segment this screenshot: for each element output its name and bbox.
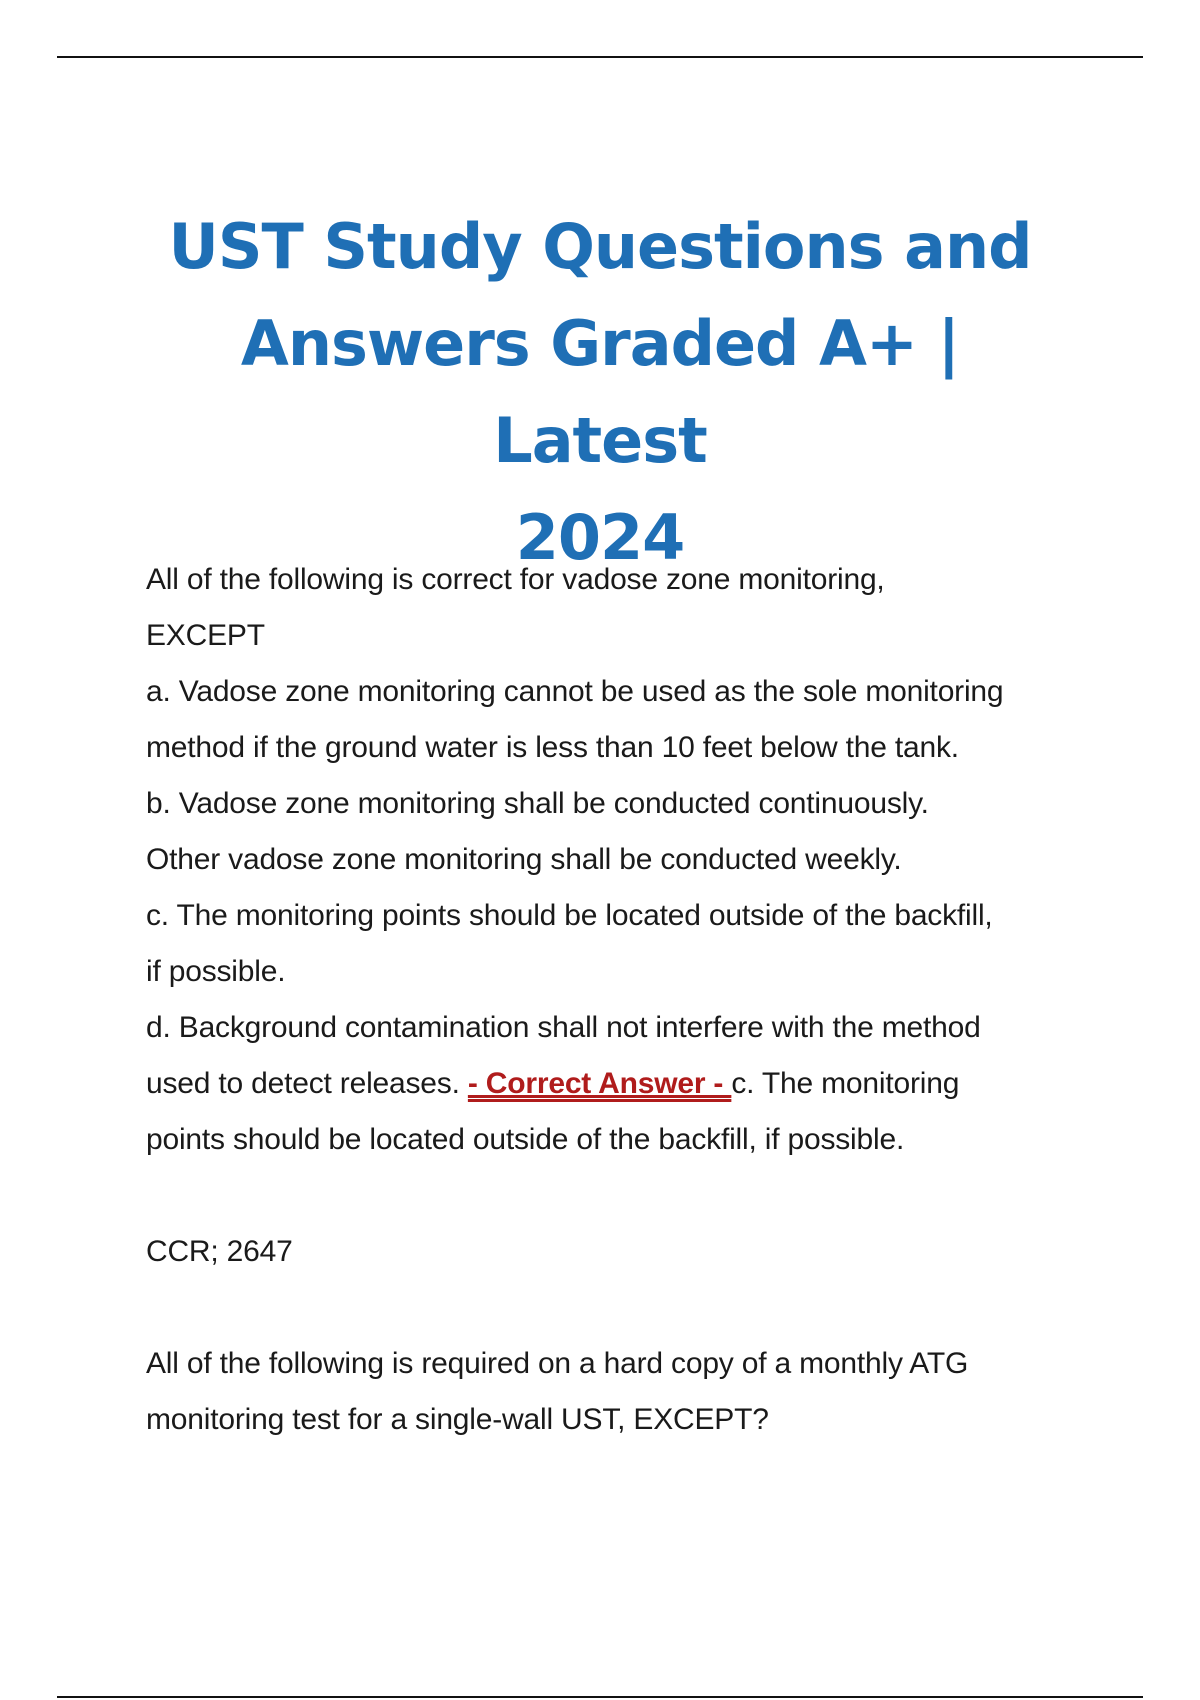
spacer	[146, 1280, 1106, 1336]
question-1-stem-line-2: EXCEPT	[146, 619, 265, 652]
question-1-stem-line-1: All of the following is correct for vadose zone monitoring,	[146, 563, 885, 596]
option-d-line-2: used to detect releases.	[146, 1067, 468, 1100]
question-2-stem-line-2: monitoring test for a single-wall UST, EXCEPT?	[146, 1403, 769, 1436]
spacer	[146, 1168, 1106, 1224]
option-a-line-1: a. Vadose zone monitoring cannot be used as the sole monitoring	[146, 675, 1004, 708]
question-2	[146, 1336, 1106, 1448]
option-d-line-1: d. Background contamination shall not interfere with the method	[146, 1011, 981, 1044]
correct-answer-text: c. The monitoring	[731, 1067, 960, 1100]
question-1-reference: CCR; 2647	[146, 1235, 293, 1268]
option-c-line-1: c. The monitoring points should be located outside of the backfill,	[146, 899, 993, 932]
option-b-line-1: b. Vadose zone monitoring shall be conducted continuously.	[146, 787, 929, 820]
document-title	[150, 198, 1050, 586]
bottom-rule	[57, 1696, 1143, 1698]
title-line-3: 2024	[515, 501, 685, 574]
title-line-2: Answers Graded A+ | Latest	[240, 307, 960, 477]
option-b-line-2: Other vadose zone monitoring shall be conducted weekly.	[146, 843, 902, 876]
question-1	[146, 552, 1106, 1280]
document-body	[146, 552, 1106, 1448]
correct-answer-marker: - Correct Answer -	[467, 1067, 732, 1100]
option-c-line-2: if possible.	[146, 955, 286, 988]
option-d-answer-line	[146, 1056, 1106, 1112]
title-line-1: UST Study Questions and	[168, 210, 1032, 283]
correct-answer-continued: points should be located outside of the backfill, if possible.	[146, 1123, 905, 1156]
question-2-stem-line-1: All of the following is required on a hard copy of a monthly ATG	[146, 1347, 969, 1380]
top-rule	[57, 56, 1143, 58]
option-a-line-2: method if the ground water is less than 10 feet below the tank.	[146, 731, 959, 764]
